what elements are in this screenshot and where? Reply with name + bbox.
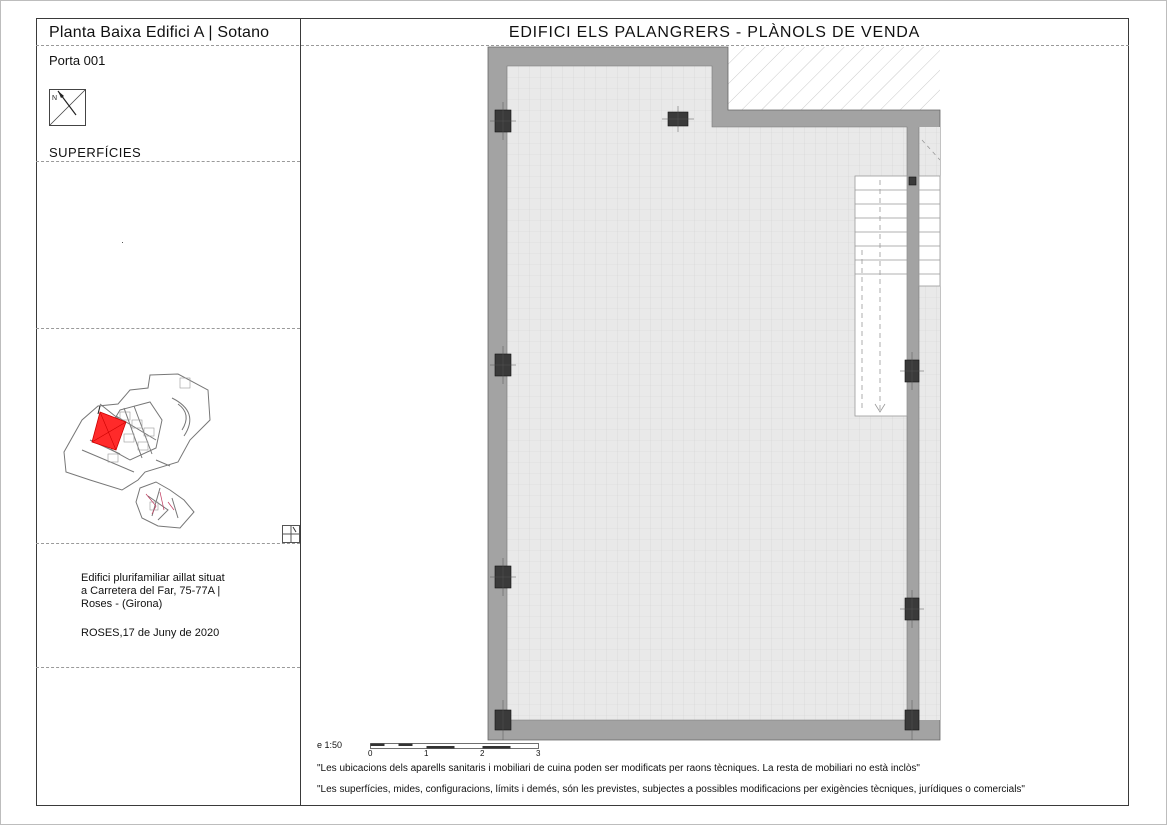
section-divider — [36, 328, 300, 329]
sheet-reference-icon — [282, 525, 300, 543]
floor-area — [507, 66, 907, 720]
scale-tick-3: 3 — [536, 749, 541, 758]
section-divider — [36, 543, 300, 544]
unit-highlight — [92, 412, 126, 450]
section-divider — [36, 161, 300, 162]
section-divider — [36, 667, 300, 668]
surfaces-heading: SUPERFÍCIES — [49, 145, 142, 160]
scale-tick-1: 1 — [424, 749, 429, 758]
note-fixtures: "Les ubicacions dels aparells sanitaris i mobiliari de cuina poden ser modificats per raons tècniques. La resta de mobiliari no està inclòs" — [317, 763, 920, 774]
project-title: EDIFICI ELS PALANGRERS - PLÀNOLS DE VENDA — [508, 24, 921, 41]
note-surfaces: "Les superfícies, mides, configuracions, límits i demés, són les previstes, subjectes a possibles modificacions per exigències tècniques, jurídiques o comercials" — [317, 784, 1025, 795]
north-arrow-icon — [49, 89, 87, 127]
address-text: Edifici plurifamiliar aillat situat a Carretera del Far, 75-77A | Roses - (Girona) — [81, 572, 225, 610]
scale-tick-0: 0 — [368, 749, 373, 758]
scale-bar — [370, 743, 542, 751]
unit-label: Porta 001 — [49, 53, 106, 68]
stray-dot — [122, 242, 123, 243]
scale-tick-2: 2 — [480, 749, 485, 758]
plan-title: Planta Baixa Edifici A | Sotano — [49, 24, 270, 41]
north-label: N — [52, 95, 58, 102]
floor-plan-drawing — [300, 46, 1128, 746]
scale-label: e 1:50 — [317, 740, 343, 750]
date-text: ROSES,17 de Juny de 2020 — [81, 627, 220, 639]
hatched-area — [728, 47, 940, 110]
key-plan-map — [60, 370, 220, 535]
